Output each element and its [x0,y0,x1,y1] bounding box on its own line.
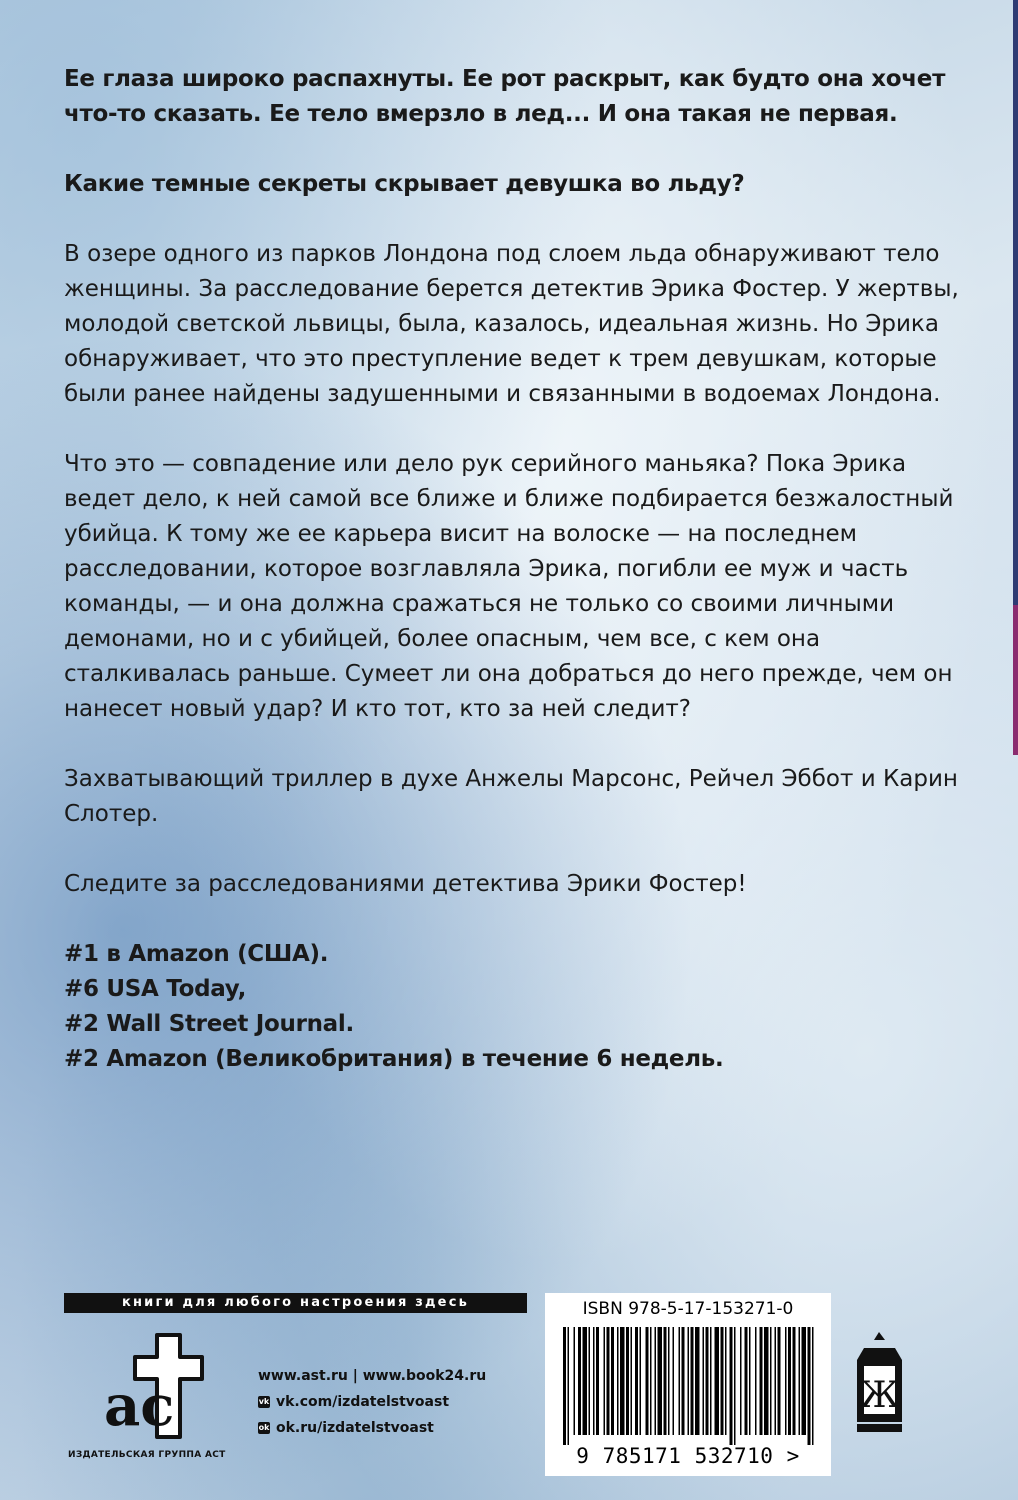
imprint-logo-icon [852,1330,907,1440]
barcode-bar [710,1327,712,1435]
barcode-bar [646,1327,649,1435]
vk-icon: vk [258,1397,270,1406]
barcode-bar [568,1327,570,1445]
barcode-bar [655,1327,657,1435]
ok-icon: ok [258,1423,270,1432]
side-strip-bottom [1013,605,1018,755]
barcode-digits: 9 785171 532710 > [576,1444,800,1468]
barcode-bar [631,1327,633,1435]
barcode-bar [788,1327,791,1435]
barcode-bar [611,1327,614,1435]
intro-paragraph: Ее глаза широко распахнуты. Ее рот раскрыт, как будто она хочет что-то сказать. Ее тело вмерзло в лед... И она такая не первая. [64,66,946,127]
barcode-bar [574,1327,576,1435]
logo-text: ас [104,1373,175,1439]
barcode-bar [589,1327,591,1435]
barcode-bar [725,1327,727,1435]
bestseller-item: #1 в Amazon (США). [64,941,329,967]
barcode-bar [664,1327,667,1435]
barcode-bar [730,1327,733,1445]
barcode-bar [593,1327,595,1435]
barcode-bar [812,1327,814,1445]
barcode-bar [578,1327,581,1435]
barcode-bar [740,1327,742,1435]
barcode-bar [749,1327,751,1435]
barcode-bar [617,1327,619,1435]
barcode-bar [682,1327,685,1435]
ast-logo-icon [62,1325,237,1455]
barcode-bar [721,1327,724,1435]
barcode-bar [703,1327,705,1435]
barcode-bar [760,1327,763,1435]
isbn-number: ISBN 978-5-17-153271-0 [582,1299,794,1319]
barcode-bar [673,1327,675,1435]
barcode-bar [679,1327,681,1435]
plot-paragraph-1: В озере одного из парков Лондона под слоем льда обнаруживают тело женщины. За расследование берется детектив Эрика Фостер. У жертвы, молодой светской львицы, была, казалось, идеальная жизнь. Но Эрика обнаруживает, что это преступление ведет к трем девушкам, которые были ранее найдены задушенными и связанными в водоемах Лондона. [64,241,959,407]
barcode-bar [668,1327,670,1435]
publisher-links [258,1363,486,1441]
website-links[interactable]: www.ast.ru | www.book24.ru [258,1368,487,1384]
blurb-text [64,62,964,1077]
barcode-bar [745,1327,748,1435]
barcode-bar [583,1327,588,1435]
barcode-bar [640,1327,642,1435]
barcode-bar [755,1327,757,1435]
barcode-bar [793,1327,796,1435]
barcode-bar [734,1327,736,1445]
imprint-letter: Ж [859,1375,900,1416]
barcode-bar [706,1327,709,1435]
barcode-bar [802,1327,807,1435]
barcode-bar [691,1327,694,1435]
vk-link[interactable]: vk.com/izdatelstvoast [276,1394,450,1410]
side-strip-top [1013,0,1018,605]
comparison-paragraph: Захватывающий триллер в духе Анжелы Марсонс, Рейчел Эббот и Карин Слотер. [64,766,958,827]
barcode-icon [559,1327,819,1445]
barcode-bar [620,1327,625,1435]
ok-link[interactable]: ok.ru/izdatelstvoast [276,1420,434,1436]
bestseller-item: #6 USA Today, [64,976,247,1002]
bestseller-item: #2 Wall Street Journal. [64,1011,354,1037]
bestseller-item: #2 Amazon (Великобритания) в течение 6 недель. [64,1046,724,1072]
barcode-bar [688,1327,690,1435]
bestseller-list [64,937,964,1077]
barcode-bar [596,1327,599,1435]
barcode-bar [607,1327,610,1435]
barcode-bar [563,1327,566,1445]
barcode-bar [778,1327,781,1435]
barcode-bar [808,1327,811,1445]
isbn-barcode-box [545,1293,831,1476]
question-paragraph: Какие темные секреты скрывает девушка во льду? [64,171,745,197]
barcode-bar [764,1327,769,1435]
barcode-bar [799,1327,801,1435]
barcode-bar [785,1327,787,1435]
barcode-bar [635,1327,638,1435]
tagline-bar: книги для любого настроения здесь [64,1293,527,1313]
barcode-bar [650,1327,652,1435]
barcode-bar [604,1327,606,1435]
barcode-bar [695,1327,700,1435]
barcode-bar [715,1327,720,1435]
barcode-bar [770,1327,772,1435]
barcode-bar [775,1327,777,1435]
publisher-caption: ИЗДАТЕЛЬСКАЯ ГРУППА АСТ [68,1450,226,1460]
barcode-bar [658,1327,663,1435]
series-paragraph: Следите за расследованиями детектива Эрики Фостер! [64,871,747,897]
plot-paragraph-2: Что это — совпадение или дело рук серийного маньяка? Пока Эрика ведет дело, к ней самой все ближе и ближе подбирается безжалостный убийца. К тому же ее карьера висит на волоске — на последнем расследовании, которое возглавляла Эрика, погибли ее муж и часть команды, — и она должна сражаться не только со своими личными демонами, но и с убийцей, более опасным, чем все, с кем она сталкивалась раньше. Сумеет ли она добраться до него прежде, чем он нанесет новый удар? И кто тот, кто за ней следит? [64,451,954,722]
barcode-bar [626,1327,629,1435]
